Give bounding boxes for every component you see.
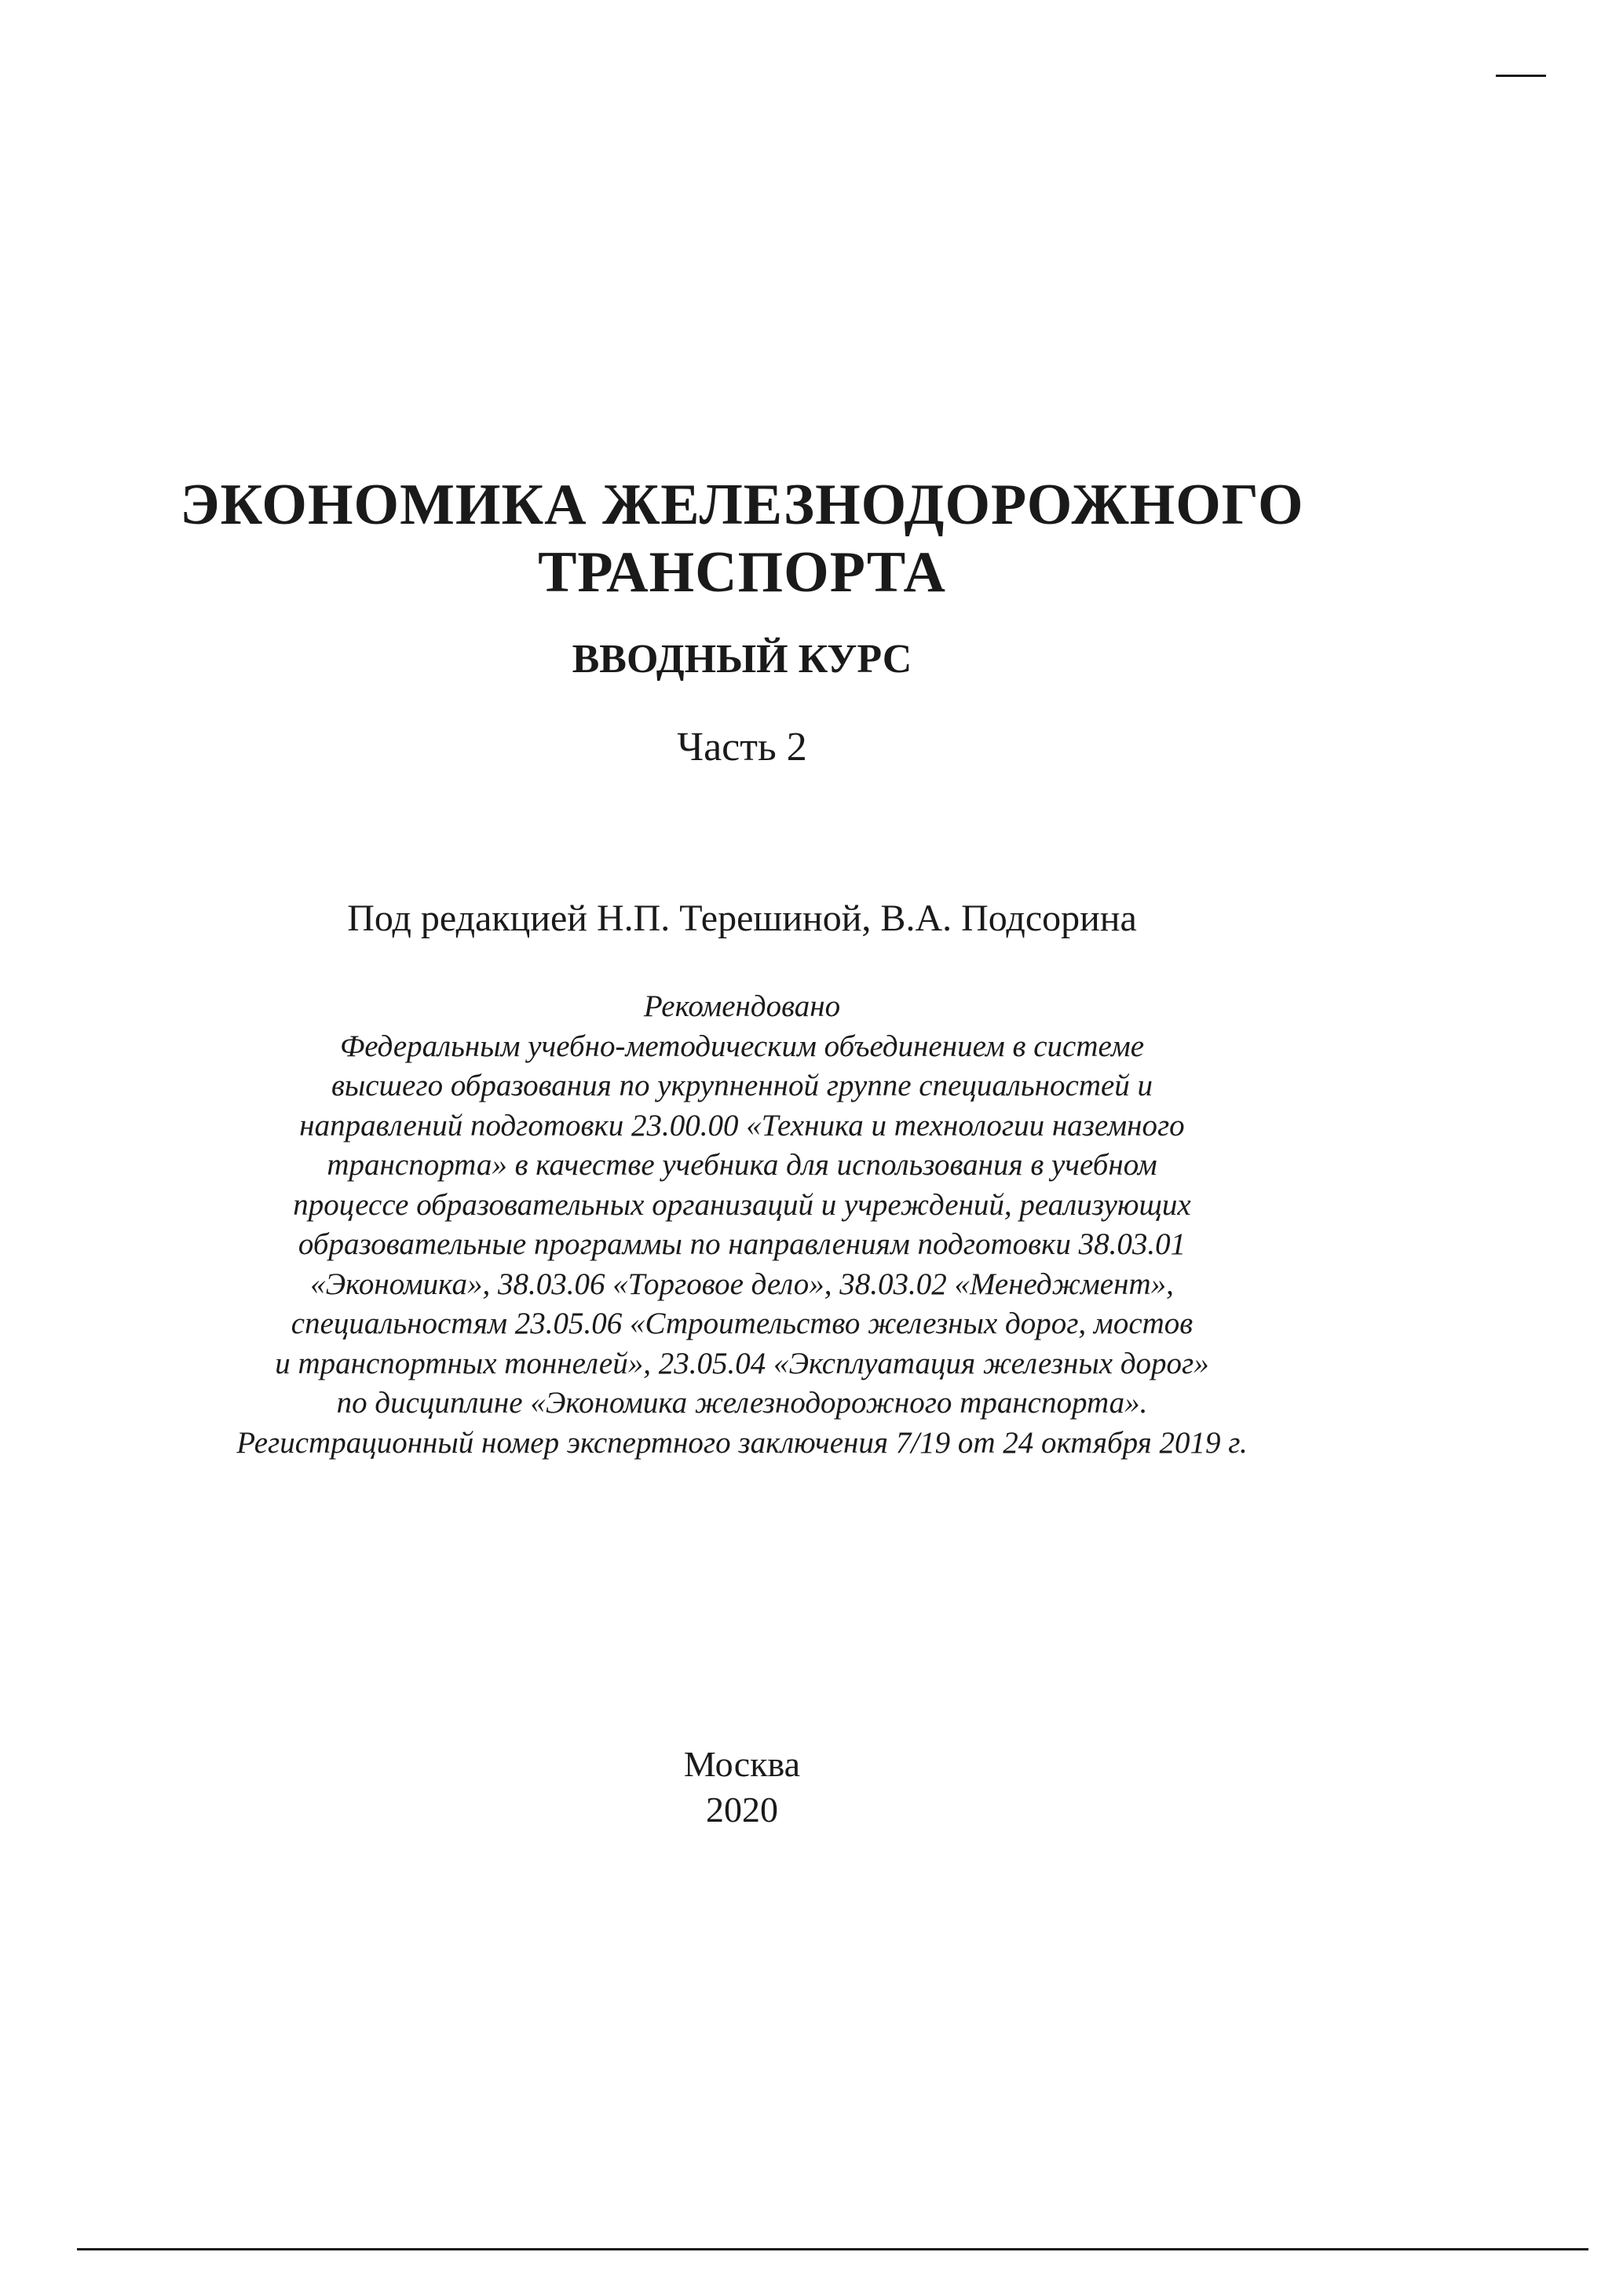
recommendation-line: транспорта» в качестве учебника для использования в учебном [327, 1148, 1157, 1182]
book-title [0, 471, 1484, 606]
recommendation-line: направлений подготовки 23.00.00 «Техника и технологии наземного [299, 1108, 1185, 1143]
book-part: Часть 2 [677, 725, 807, 770]
imprint-year: 2020 [706, 1790, 778, 1830]
recommendation-line: «Экономика», 38.03.06 «Торговое дело», 38.03.02 «Менеджмент», [310, 1267, 1174, 1301]
recommendation-line: Рекомендовано [643, 989, 841, 1023]
recommendation-line: образовательные программы по направлениям подготовки 38.03.01 [298, 1227, 1186, 1261]
recommendation-line: специальностям 23.05.06 «Строительство железных дорог, мостов [291, 1307, 1193, 1340]
corner-dash-mark [1496, 75, 1546, 77]
book-title-line-1: ЭКОНОМИКА ЖЕЛЕЗНОДОРОЖНОГО [180, 473, 1304, 537]
recommendation-line: по дисциплине «Экономика железнодорожного транспорта». [336, 1386, 1148, 1420]
recommendation-line: Федеральным учебно-методическим объединением в системе [339, 1029, 1145, 1063]
recommendation-block [0, 987, 1484, 1463]
recommendation-line: процессе образовательных организаций и учреждений, реализующих [293, 1187, 1191, 1222]
editors-line: Под редакцией Н.П. Терешиной, В.А. Подсорина [347, 898, 1137, 939]
book-title-line-2: ТРАНСПОРТА [538, 540, 946, 605]
recommendation-line: Регистрационный номер экспертного заключения 7/19 от 24 октября 2019 г. [236, 1425, 1248, 1460]
imprint-city: Москва [683, 1744, 801, 1784]
book-subtitle: ВВОДНЫЙ КУРС [572, 637, 912, 682]
bottom-rule [77, 2248, 1588, 2250]
recommendation-line: высшего образования по укрупненной группе специальностей и [331, 1069, 1153, 1102]
recommendation-line: и транспортных тоннелей», 23.05.04 «Эксплуатация железных дорог» [275, 1346, 1209, 1380]
